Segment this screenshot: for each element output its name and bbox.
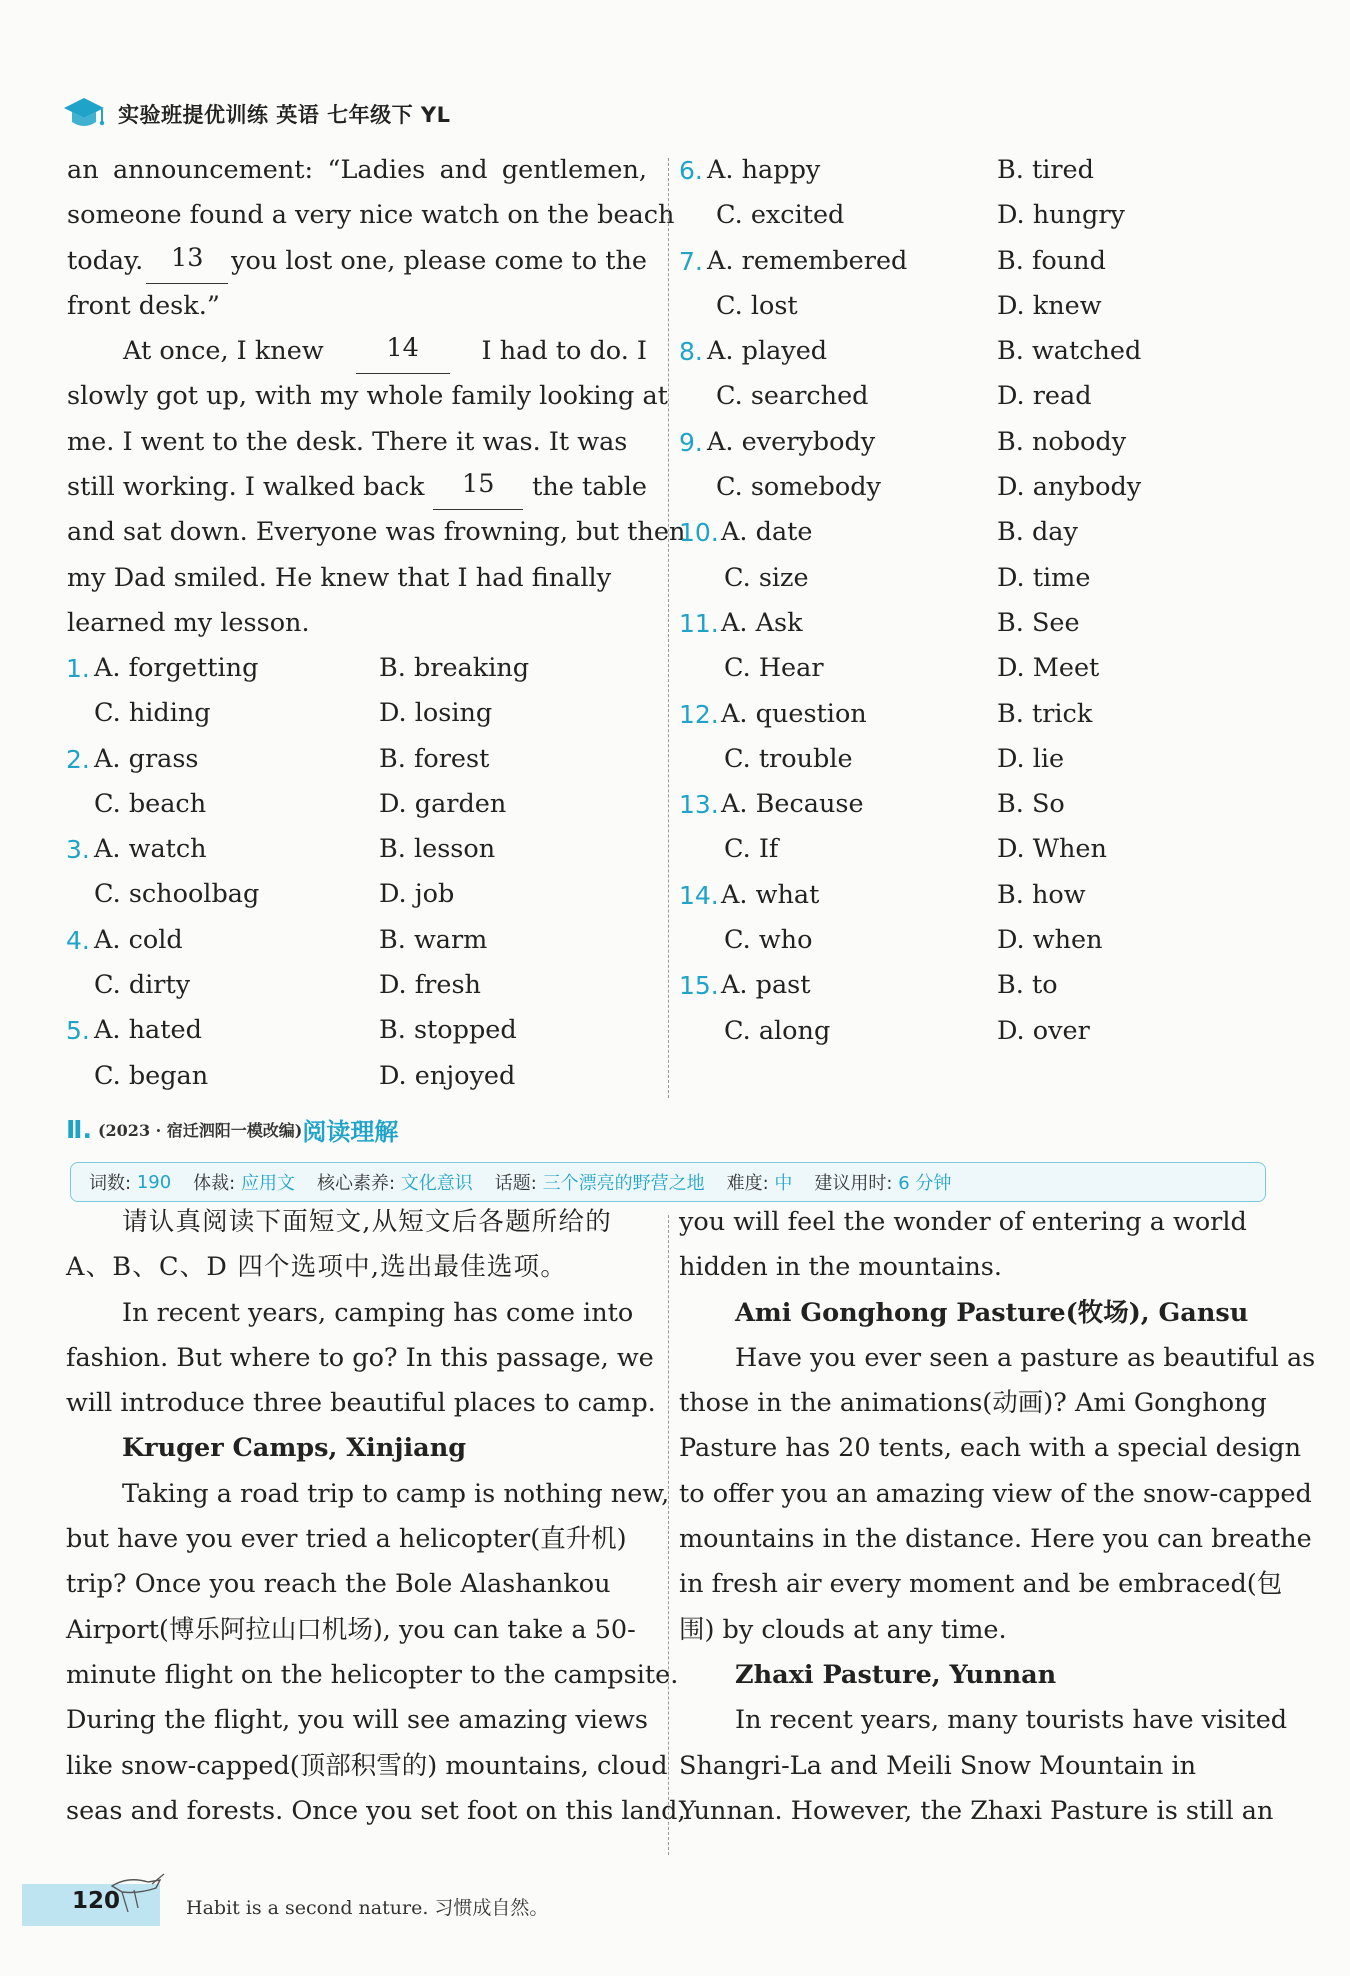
page-number: 120 <box>72 1888 121 1914</box>
subheading-ami: Ami Gonghong Pasture(牧场), Gansu <box>735 1297 1249 1328</box>
blank-13: 13 <box>146 239 228 284</box>
page-header <box>62 92 451 136</box>
reading-info-bar: 词数: 190 体裁: 应用文 核心素养: 文化意识 话题: 三个漂亮的野营之地 难度: 中 建议用时: 6 分钟 <box>70 1162 1266 1202</box>
column-divider-2 <box>668 1215 669 1855</box>
pencil-doodle-icon <box>108 1872 168 1922</box>
options-right: 6. A. happy B. tired C. excited D. hungry 7. A. remembered B. found C. lost D. knew 8. A. played B. watched C. searched D. read 9. A. everybody B. nobody C. somebody D. anybody 10. A. date B. day C. size D. time 11. A. Ask B. See C. Hear D. Meet 12. A. question B. trick C. trouble D. lie 13. A. Because B. So C. If D. When 14. A. what B. how C. who D. when 15. A. past B. to C. along D. over <box>679 155 1142 1046</box>
cloze-passage: an announcement: “Ladies and gentlemen, someone found a very nice watch on the beach today. 13 you lost one, please come to the front desk.” At once, I knew 14 I had to do. I slowly got up, with my whole family looking at me. I went to the desk. There it was. It was still working. I walked back 15 the table and sat down. Everyone was frowning, but then my Dad smiled. He knew that I had finally learned my lesson. <box>67 155 686 638</box>
graduation-cap-icon <box>62 94 106 134</box>
blank-14: 14 <box>356 329 450 374</box>
header-title: 实验班提优训练 英语 七年级下 YL <box>118 103 451 127</box>
subheading-zhaxi: Zhaxi Pasture, Yunnan <box>735 1659 1057 1690</box>
blank-15: 15 <box>433 465 523 510</box>
reading-passage-left: 请认真阅读下面短文,从短文后各题所给的 A、B、C、D 四个选项中,选出最佳选项。 In recent years, camping has come into fashion. But where to go? In this passage, we will introduce three beautiful places to camp. Kruger Camps, Xinjiang Taking a road trip to camp is nothing new, but have you ever tried a helicopter(直升机) trip? Once you reach the Bole Alashankou Airport(博乐阿拉山口机场), you can take a 50- minute flight on the helicopter to the campsite. During the flight, you will see amazing views like snow-capped(顶部积雪的) mountains, cloud seas and forests. Once you set foot on this land, <box>66 1207 686 1826</box>
footer-motto: Habit is a second nature. 习惯成自然。 <box>186 1897 549 1919</box>
column-divider <box>668 158 669 1098</box>
section-heading: Ⅱ. (2023 · 宿迁泗阳一模改编) 阅读理解 <box>66 1115 399 1146</box>
reading-passage-right: you will feel the wonder of entering a world hidden in the mountains. Ami Gonghong Pasture(牧场), Gansu Have you ever seen a pasture as beautiful as those in the animations(动画)? Ami Gonghong Pasture has 20 tents, each with a special design to offer you an amazing view of the snow-capped mountains in the distance. Here you can breathe in fresh air every moment and be embraced(包 围) by clouds at any time. Zhaxi Pasture, Yunnan In recent years, many tourists have visited Shangri-La and Meili Snow Mountain in Yunnan. However, the Zhaxi Pasture is still an <box>679 1207 1316 1826</box>
subheading-kruger: Kruger Camps, Xinjiang <box>122 1433 467 1464</box>
options-left: 1. A. forgetting B. breaking C. hiding D. losing 2. A. grass B. forest C. beach D. garden 3. A. watch B. lesson C. schoolbag D. job 4. A. cold B. warm C. dirty D. fresh 5. A. hated B. stopped C. began D. enjoyed <box>66 653 530 1091</box>
